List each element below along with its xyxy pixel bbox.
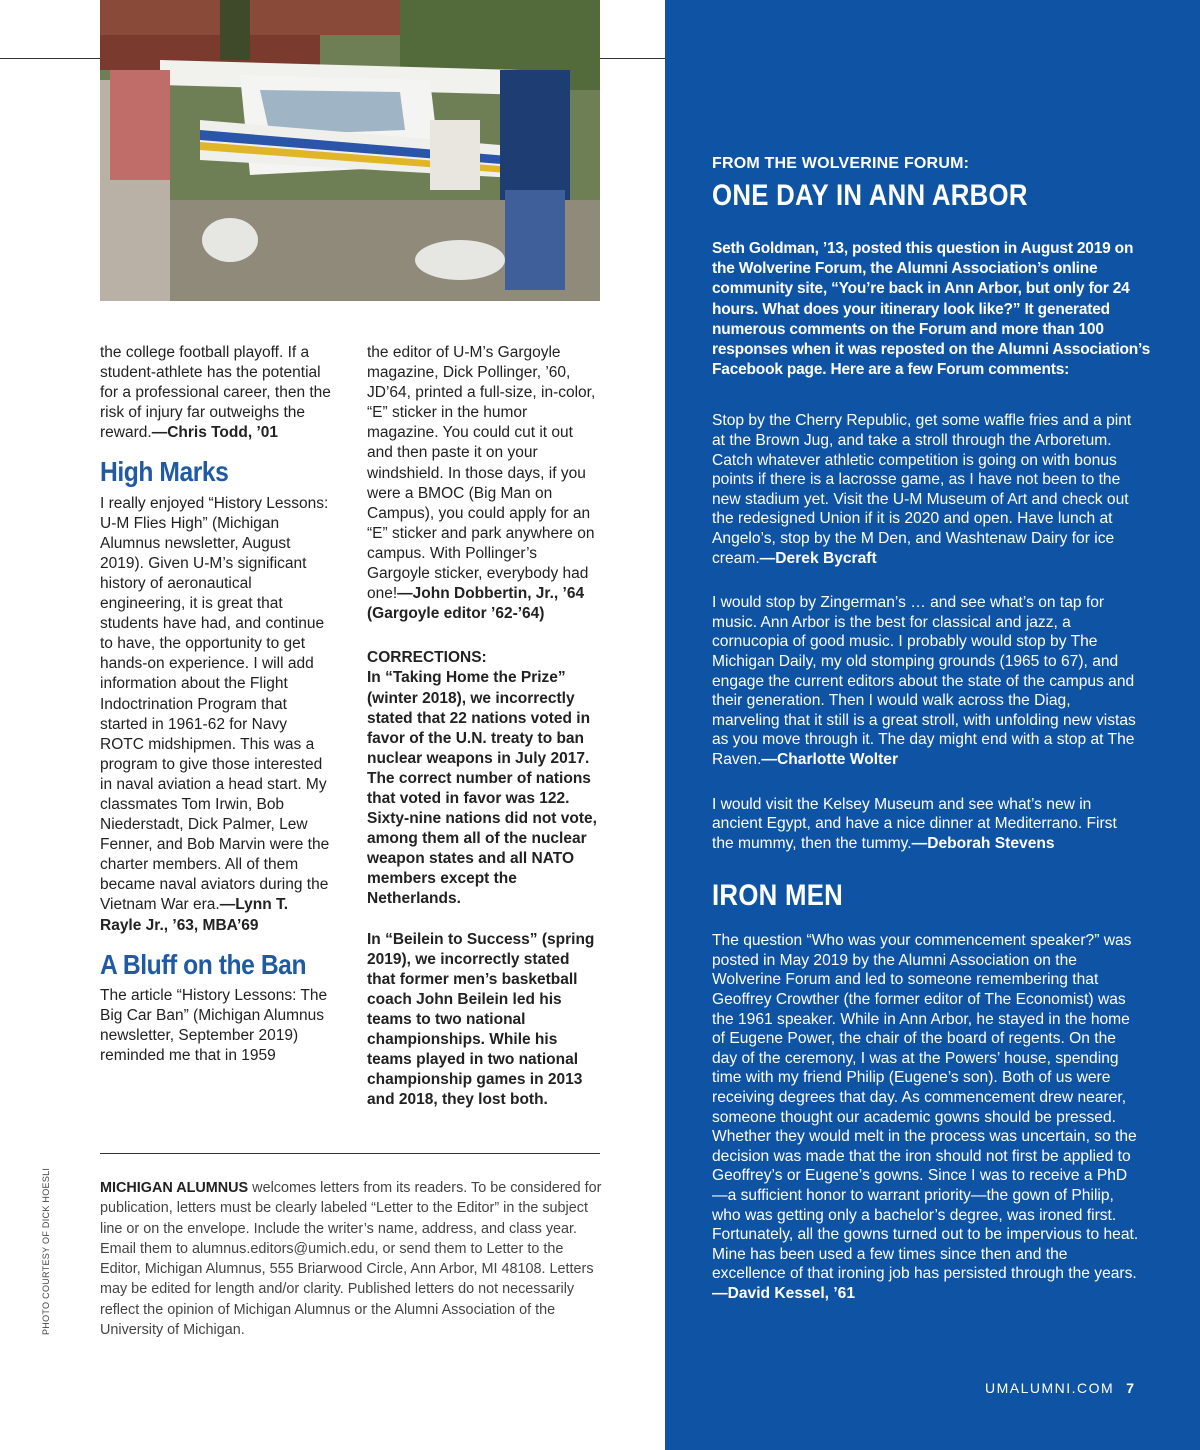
letters-column-2 bbox=[367, 343, 599, 1110]
forum-comment: I would visit the Kelsey Museum and see what’s new in ancient Egypt, and have a nice dinner at Mediterrano. First the mummy, then the tummy.—Deborah Stevens bbox=[712, 795, 1117, 852]
panel-title: ONE DAY IN ANN ARBOR bbox=[712, 179, 1028, 212]
page-number: 7 bbox=[1126, 1380, 1134, 1396]
letters-policy-notice: MICHIGAN ALUMNUS welcomes letters from its readers. To be considered for publication, letters must be clearly labeled “Letter to the Editor” in the subject line or on the envelope. Include the writer’s name, address, and class year. Email them to alumnus.editors@umich.edu, or send them to Letter to the Editor, Michigan Alumnus, 555 Briarwood Circle, Ann Arbor, MI 48108. Letters may be edited for length and/or clarity. Published letters do not necessarily reflect the opinion of Michigan Alumnus or the Alumni Association of the University of Michigan. bbox=[100, 1180, 602, 1339]
section-title-iron-men: IRON MEN bbox=[712, 879, 844, 913]
signature: —Lynn T. Rayle Jr., ’63, MBA’69 bbox=[100, 896, 289, 934]
signature: —Derek Bycraft bbox=[759, 549, 877, 567]
footer-site: UMALUMNI.COM bbox=[984, 1380, 1115, 1396]
panel-intro: Seth Goldman, ’13, posted this question in August 2019 on the Wolverine Forum, the Alumni Association’s online community site, “You’re back in Ann Arbor, but only for 24 hours. What does your itinerary look like?” It generated numerous comments on the Forum and more than 100 responses when it was reposted on the Alumni Association’s Facebook page. Here are a few Forum comments: bbox=[712, 240, 1150, 379]
corrections-label: CORRECTIONS: bbox=[367, 649, 487, 667]
letters-column-1 bbox=[100, 343, 332, 1066]
publication-name: MICHIGAN ALUMNUS bbox=[100, 1180, 249, 1196]
page-footer bbox=[985, 1380, 1134, 1396]
airplane-photo bbox=[100, 0, 600, 301]
section-title-high-marks: High Marks bbox=[100, 456, 229, 488]
signature: —Deborah Stevens bbox=[911, 834, 1055, 852]
iron-men-story: The question “Who was your commencement speaker?” was posted in May 2019 by the Alumni Association on the Wolverine Forum and led to someone remembering that Geoffrey Crowther (the former editor of The Economist) was the 1961 speaker. While in Ann Arbor, he stayed in the home of Eugene Power, the chair of the board of regents. On the day of the ceremony, I was at the Powers’ house, spending time with my friend Philip (Eugene’s son). Both of us were receiving degrees that day. As commencement drew nearer, someone thought our academic gowns should be pressed. Whether they would melt in the process was uncertain, so the decision was made that the iron should not first be applied to Geoffrey’s or Eugene’s gowns. Since I was to receive a PhD—a sufficient honor to warrant priority—the gown of Philip, who was getting only a bachelor’s degree, was ironed first. Fortunately, all the gowns turned out to be impervious to heat. Mine has been used a few times since then and the excellence of that ironing job has persisted through the years. —David Kessel, ’61 bbox=[712, 932, 1139, 1302]
letter-high-marks: I really enjoyed “History Lessons: U-M Flies High” (Michigan Alumnus newsletter, August 2019). Given U-M’s significant history of aeronautical engineering, it is great that students have had, and continue to have, the opportunity to get hands-on experience. I will add information about the Flight Indoctrination Program that started in 1961-62 for Navy ROTC midshipmen. This was a program to give those interested in naval aviation a head start. My classmates Tom Irwin, Bob Niederstadt, Dick Palmer, Lew Fenner, and Bob Marvin were the charter members. All of them became naval aviators during the Vietnam War era.—Lynn T. Rayle Jr., ’63, MBA’69 bbox=[100, 494, 330, 934]
panel-kicker: FROM THE WOLVERINE FORUM: bbox=[712, 155, 970, 172]
photo-credit: PHOTO COURTESY OF DICK HOESLI bbox=[41, 1167, 51, 1335]
letter-bluff-continued: the editor of U-M’s Gargoyle magazine, Dick Pollinger, ’60, JD’64, printed a full-size, in-color, “E” sticker in the humor magazine. You could cut it out and then paste it on your windshield. In those days, if you were a BMOC (Big Man on Campus), you could apply for an “E” sticker and park anywhere on campus. With Pollinger’s Gargoyle sticker, everybody had one!—John Dobbertin, Jr., ’64 (Gargoyle editor ’62-’64) bbox=[367, 344, 596, 623]
section-title-bluff-on-the-ban: A Bluff on the Ban bbox=[100, 948, 307, 980]
signature: —John Dobbertin, Jr., ’64 (Gargoyle editor ’62-’64) bbox=[367, 585, 585, 623]
letter-chris-todd: the college football playoff. If a student-athlete has the potential for a professional career, then the risk of injury far outweighs the reward.—Chris Todd, ’01 bbox=[100, 344, 331, 442]
signature: —David Kessel, ’61 bbox=[712, 1284, 856, 1302]
correction-beilein: In “Beilein to Success” (spring 2019), we incorrectly stated that former men’s basketball coach John Beilein led his teams to two national championships. While his teams played in two national championship games in 2013 and 2018, they lost both. bbox=[367, 930, 595, 1109]
divider bbox=[100, 1153, 600, 1154]
forum-comment: Stop by the Cherry Republic, get some waffle fries and a pint at the Brown Jug, and take a stroll through the Arboretum. Catch whatever athletic competition is going on with bonus points if there is a lacrosse game, as I have not been to the new stadium yet. Visit the U-M Museum of Art and check out the redesigned Union if it is 2020 and open. Have lunch at Angelo’s, stop by the M Den, and Washtenaw Dairy for ice cream.—Derek Bycraft bbox=[712, 412, 1132, 567]
signature: —Chris Todd, ’01 bbox=[151, 424, 278, 442]
letter-bluff-start: The article “History Lessons: The Big Car Ban” (Michigan Alumnus newsletter, September 2019) reminded me that in 1959 bbox=[100, 986, 328, 1064]
wolverine-forum-panel bbox=[665, 0, 1200, 1450]
correction-taking-home-prize: In “Taking Home the Prize” (winter 2018), we incorrectly stated that 22 nations voted in favor of the U.N. treaty to ban nuclear weapons in July 2017. The correct number of nations that voted in favor was 122. Sixty-nine nations did not vote, among them all of the nuclear weapon states and all NATO members except the Netherlands. bbox=[367, 669, 597, 908]
forum-comment: I would stop by Zingerman’s … and see what’s on tap for music. Ann Arbor is the best for classical and jazz, a cornucopia of good music. I probably would stop by The Michigan Daily, my old stomping grounds (1965 to 67), and engage the current editors about the state of the campus and their generation. Then I would walk across the Diag, marveling that it still is a great stroll, with unfolding new vistas as you move through it. The day might end with a stop at The Raven.—Charlotte Wolter bbox=[712, 594, 1136, 768]
signature: —Charlotte Wolter bbox=[761, 750, 899, 768]
